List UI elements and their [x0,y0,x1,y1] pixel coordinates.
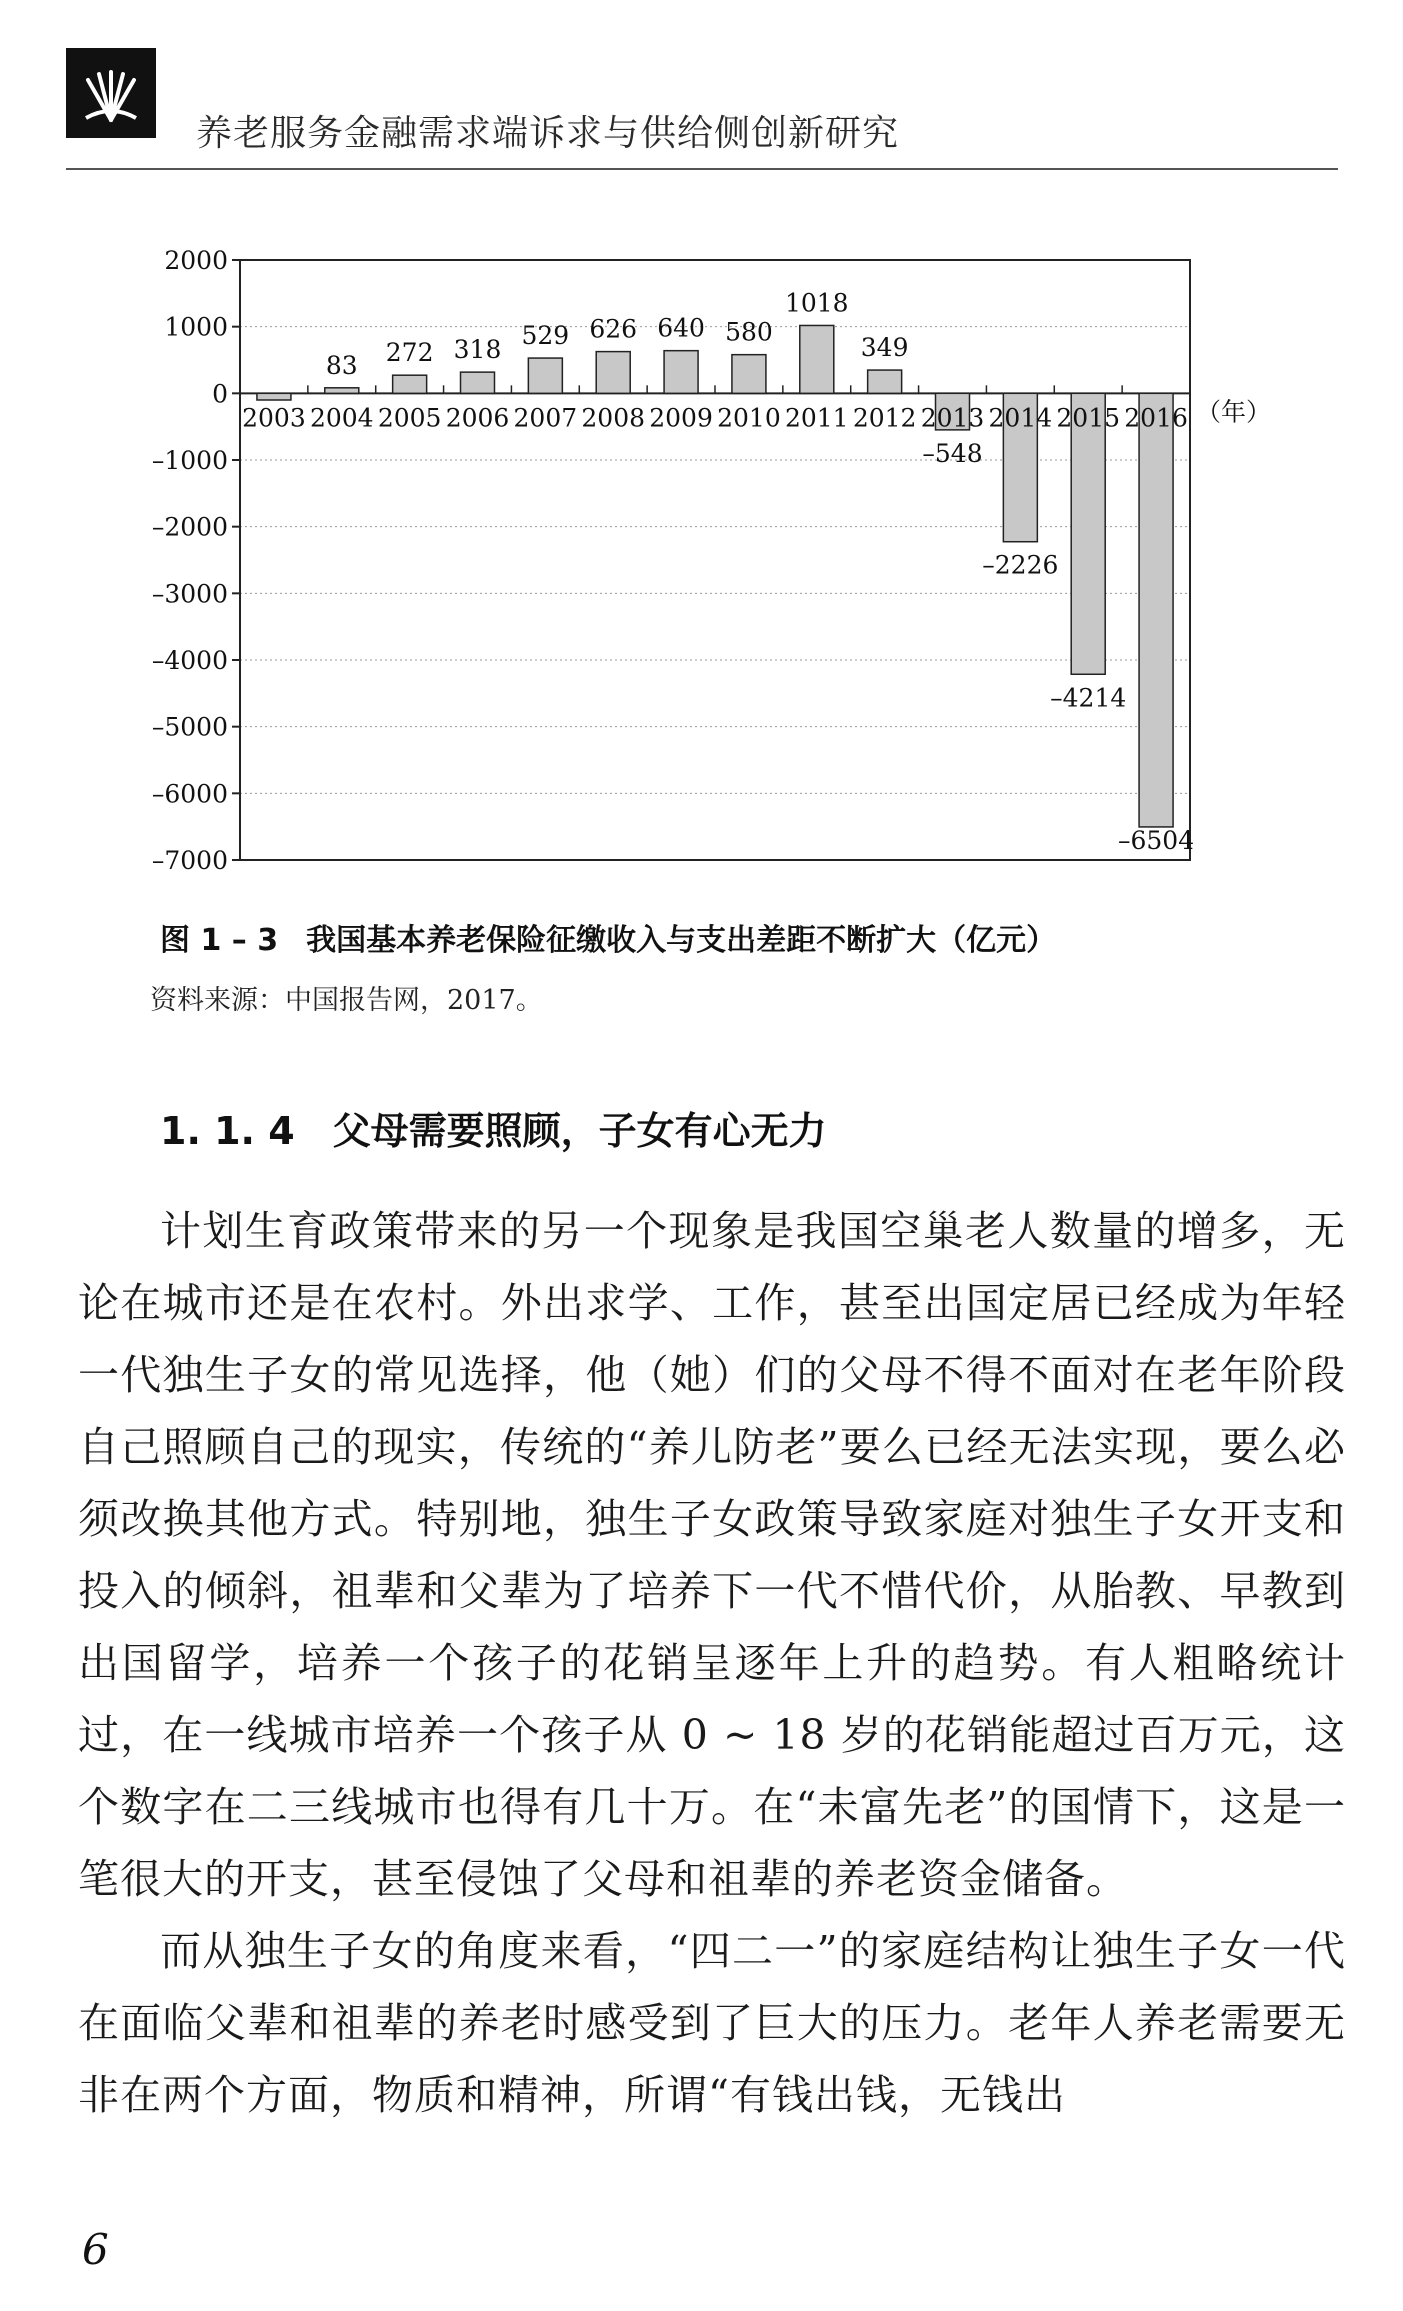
bar [1071,393,1105,674]
x-tick-label: 2013 [920,403,985,433]
y-tick-label: 2000 [164,246,228,275]
y-tick-label: –7000 [151,846,228,875]
figure-number: 图 1 – 3 [160,923,279,958]
data-label: 83 [325,350,358,380]
data-label: 349 [860,333,909,363]
data-label: –6504 [1118,825,1195,855]
paragraph: 计划生育政策带来的另一个现象是我国空巢老人数量的增多，无论在城市还是在农村。外出求学、工作，甚至出国定居已经成为年轻一代独生子女的常见选择，他（她）们的父母不得不面对在老年阶段自己照顾自己的现实，传统的“养儿防老”要么已经无法实现，要么必须改换其他方式。特别地，独生子女政策导致家庭对独生子女开支和投入的倾斜，祖辈和父辈为了培养下一代不惜代价，从胎教、早教到出国留学，培养一个孩子的花销呈逐年上升的趋势。有人粗略统计过，在一线城市培养一个孩子从 0 ~ 18 岁的花销能超过百万元，这个数字在二三线城市也得有几十万。在“未富先老”的国情下，这是一笔很大的开支，甚至侵蚀了父母和祖辈的养老资金储备。 [78,1207,1346,1903]
body-text [78,1195,1346,2131]
bar [528,358,562,393]
y-tick-label: –4000 [151,646,228,675]
data-label: 640 [657,313,705,343]
section-title: 父母需要照顾，子女有心无力 [332,1109,827,1153]
data-label: 626 [589,314,638,344]
x-tick-label: 2005 [377,403,442,433]
x-tick-label: 2004 [309,403,374,433]
y-tick-label: –6000 [151,779,228,809]
data-label: 272 [385,338,434,368]
y-tick-label: –5000 [151,712,228,742]
running-header-title: 养老服务金融需求端诉求与供给侧创新研究 [196,113,900,154]
y-tick-label: –1000 [151,446,228,475]
bar [393,375,427,393]
bar [461,372,495,393]
bar [325,388,359,394]
y-tick-label: 1000 [164,312,228,342]
x-tick-label: 2009 [649,403,713,433]
data-label: 1018 [784,288,849,318]
data-label: –548 [922,438,983,468]
x-tick-label: 2010 [717,403,781,433]
bar [596,352,630,394]
bar [257,393,291,400]
x-tick-label: 2016 [1124,403,1188,433]
x-tick-label: 2008 [581,403,646,433]
header-divider [66,168,1338,170]
data-label: –2226 [982,550,1059,580]
bar [664,351,698,394]
figure-caption-text: 我国基本养老保险征缴收入与支出差距不断扩大（亿元） [306,923,1057,958]
x-tick-label: 2007 [513,403,578,433]
paragraph: 而从独生子女的角度来看，“四二一”的家庭结构让独生子女一代在面临父辈和祖辈的养老时感受到了巨大的压力。老年人养老需要无非在两个方面，物质和精神，所谓“有钱出钱，无钱出 [78,1927,1346,2119]
y-tick-label: –2000 [151,512,228,542]
data-label: 580 [725,317,773,347]
figure-caption [160,915,1056,959]
x-tick-label: 2011 [784,403,849,433]
x-axis-label: （年） [1196,397,1272,427]
book-fan-logo-icon [66,48,156,138]
x-tick-label: 2006 [445,403,510,433]
bar [800,325,834,393]
data-label: 318 [453,335,502,365]
x-tick-label: 2003 [242,403,306,433]
bar [868,370,902,393]
bar [732,355,766,394]
chart-svg [120,240,1320,880]
data-label: –4214 [1050,683,1127,713]
y-tick-label: –3000 [151,579,228,609]
bar-chart [120,240,1320,880]
section-heading [160,1100,827,1155]
section-number: 1. 1. 4 [160,1109,295,1153]
y-tick-label: 0 [212,379,228,409]
x-tick-label: 2012 [852,403,917,433]
x-tick-label: 2015 [1056,403,1121,433]
data-label: 529 [521,321,570,351]
bar [1139,393,1173,827]
x-tick-label: 2014 [988,403,1053,433]
page-number: 6 [82,2225,109,2274]
figure-source: 资料来源：中国报告网，2017。 [150,985,543,1016]
